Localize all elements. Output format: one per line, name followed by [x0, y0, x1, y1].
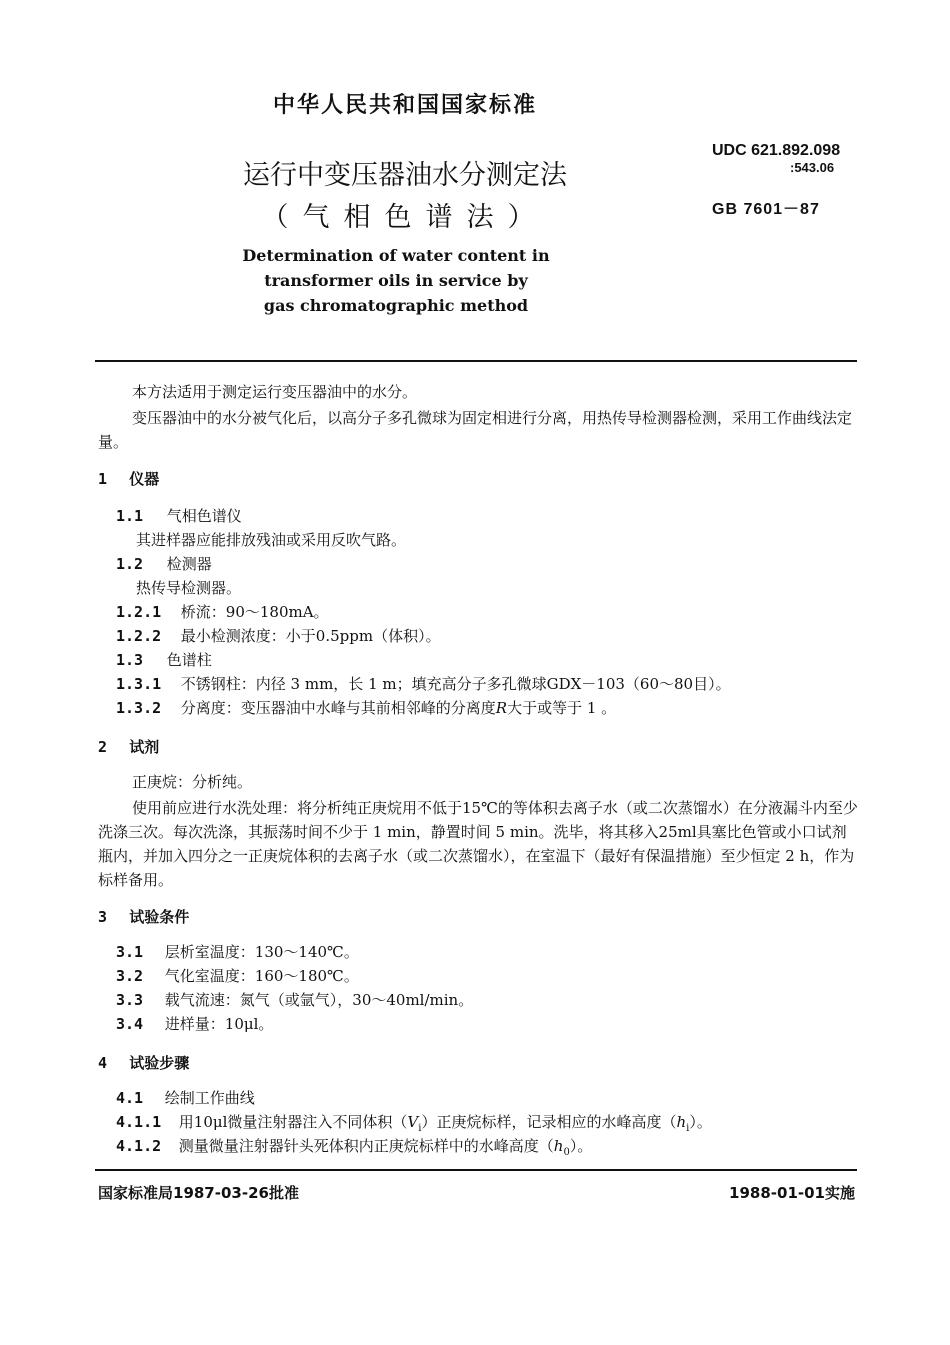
section-number: 1.3 — [116, 651, 144, 669]
section-4-1-heading — [116, 1086, 255, 1110]
section-text: 分离度：变压器油中水峰与其前相邻峰的分离度 — [180, 699, 496, 717]
section-title: 仪器 — [129, 470, 160, 488]
gb-standard-number: GB 7601－87 — [712, 201, 820, 218]
section-3-3 — [116, 988, 473, 1012]
section-text: 最小检测浓度：小于0.5ppm（体积）。 — [180, 627, 441, 645]
section-number: 3.2 — [116, 967, 144, 985]
section-number: 4 — [98, 1054, 108, 1072]
section-number: 1.2 — [116, 555, 144, 573]
section-number: 1.3.1 — [116, 675, 162, 693]
section-1-3-heading — [116, 648, 212, 672]
national-standard-heading: 中华人民共和国国家标准 — [272, 93, 537, 118]
section-title: 检测器 — [166, 555, 212, 573]
section-4-heading — [98, 1052, 189, 1073]
section-text: 不锈钢柱：内径 3 mm，长 1 m；填充高分子多孔微球GDX－103（60～80目）。 — [180, 675, 731, 693]
document-subtitle: （气相色谱法） — [261, 202, 549, 233]
udc-code-continuation: :543.06 — [790, 160, 835, 175]
section-3-4 — [116, 1012, 273, 1036]
section-text: 用10μl微量注射器注入不同体积（ — [178, 1113, 408, 1131]
section-1-1-heading — [116, 504, 242, 528]
variable-r: R — [495, 699, 508, 717]
effective-date: 1988-01-01实施 — [729, 1184, 855, 1202]
section-number: 4.1.2 — [116, 1137, 162, 1155]
section-number: 1 — [98, 470, 108, 488]
section-number: 3.3 — [116, 991, 144, 1009]
section-text: 进样量：10μl。 — [164, 1015, 274, 1033]
section-3-2 — [116, 964, 359, 988]
section-title: 试剂 — [129, 738, 160, 756]
approval-date: 国家标准局1987-03-26批准 — [98, 1184, 299, 1202]
section-1-3-2 — [116, 696, 616, 720]
section-1-2-2 — [116, 624, 441, 648]
section-title: 气相色谱仪 — [166, 507, 242, 525]
intro-paragraph-1: 本方法适用于测定运行变压器油中的水分。 — [132, 383, 418, 401]
section-number: 4.1.1 — [116, 1113, 162, 1131]
section-2-paragraph-1: 正庚烷：分析纯。 — [132, 773, 253, 791]
section-2-paragraph-2: 使用前应进行水洗处理：将分析纯正庚烷用不低于15℃的等体积去离子水（或二次蒸馏水）在分液漏斗内至少洗涤三次。每次洗涤，其振荡时间不少于 1 min，静置时间 5 min。洗毕，将其移入25ml具塞比色管或小口试剂瓶内，并加入四分之一正庚烷体积的去离子水（或二次蒸馏水），在室温下（最好有保温措施）至少恒定 2 h，作为标样备用。 — [98, 799, 858, 889]
section-title: 试验步骤 — [129, 1054, 190, 1072]
section-3-heading — [98, 906, 189, 927]
subscript-i: i — [686, 1123, 690, 1134]
section-text: 桥流：90～180mA。 — [180, 603, 329, 621]
udc-code: UDC 621.892.098 — [712, 142, 841, 159]
section-number: 4.1 — [116, 1089, 144, 1107]
section-text-end: ）。 — [569, 1137, 593, 1155]
section-number: 3.1 — [116, 943, 144, 961]
section-text: 测量微量注射器针头死体积内正庚烷标样中的水峰高度（ — [178, 1137, 554, 1155]
variable-h: h — [553, 1137, 564, 1155]
section-number: 1.2.2 — [116, 627, 162, 645]
section-1-3-1 — [116, 672, 731, 696]
section-number: 1.2.1 — [116, 603, 162, 621]
variable-h: h — [676, 1113, 687, 1131]
section-number: 1.3.2 — [116, 699, 162, 717]
section-title: 色谱柱 — [166, 651, 212, 669]
section-text: 载气流速：氮气（或氩气），30～40ml/min。 — [164, 991, 474, 1009]
english-title-line-1: Determination of water content in — [242, 246, 550, 265]
section-text: 气化室温度：160～180℃。 — [164, 967, 359, 985]
section-1-1-text: 其进样器应能排放残油或采用反吹气路。 — [136, 531, 407, 549]
section-4-1-2 — [116, 1134, 592, 1165]
section-title: 绘制工作曲线 — [164, 1089, 255, 1107]
section-1-2-1 — [116, 600, 329, 624]
section-1-heading — [98, 468, 159, 489]
intro-paragraph-2: 变压器油中的水分被气化后，以高分子多孔微球为固定相进行分离，用热传导检测器检测，采用工作曲线法定量。 — [98, 409, 853, 451]
section-text-end: ）。 — [689, 1113, 712, 1131]
section-text-end: 大于或等于 1 。 — [507, 699, 617, 717]
section-number: 3 — [98, 908, 108, 926]
subscript-0: 0 — [563, 1147, 570, 1158]
document-title: 运行中变压器油水分测定法 — [243, 160, 567, 191]
section-number: 2 — [98, 738, 108, 756]
section-number: 1.1 — [116, 507, 144, 525]
section-2-heading — [98, 736, 159, 757]
section-title: 试验条件 — [129, 908, 190, 926]
section-1-2-text: 热传导检测器。 — [136, 579, 242, 597]
section-text-middle: ）正庚烷标样，记录相应的水峰高度（ — [421, 1113, 677, 1131]
section-3-1 — [116, 940, 359, 964]
english-title-line-3: gas chromatographic method — [263, 296, 529, 315]
header-divider — [95, 360, 857, 362]
variable-v: V — [407, 1113, 419, 1131]
footer-divider — [95, 1169, 857, 1171]
section-number: 3.4 — [116, 1015, 144, 1033]
section-text: 层析室温度：130～140℃。 — [164, 943, 359, 961]
section-1-2-heading — [116, 552, 212, 576]
english-title-line-2: transformer oils in service by — [264, 271, 528, 290]
subscript-i: i — [418, 1123, 422, 1134]
